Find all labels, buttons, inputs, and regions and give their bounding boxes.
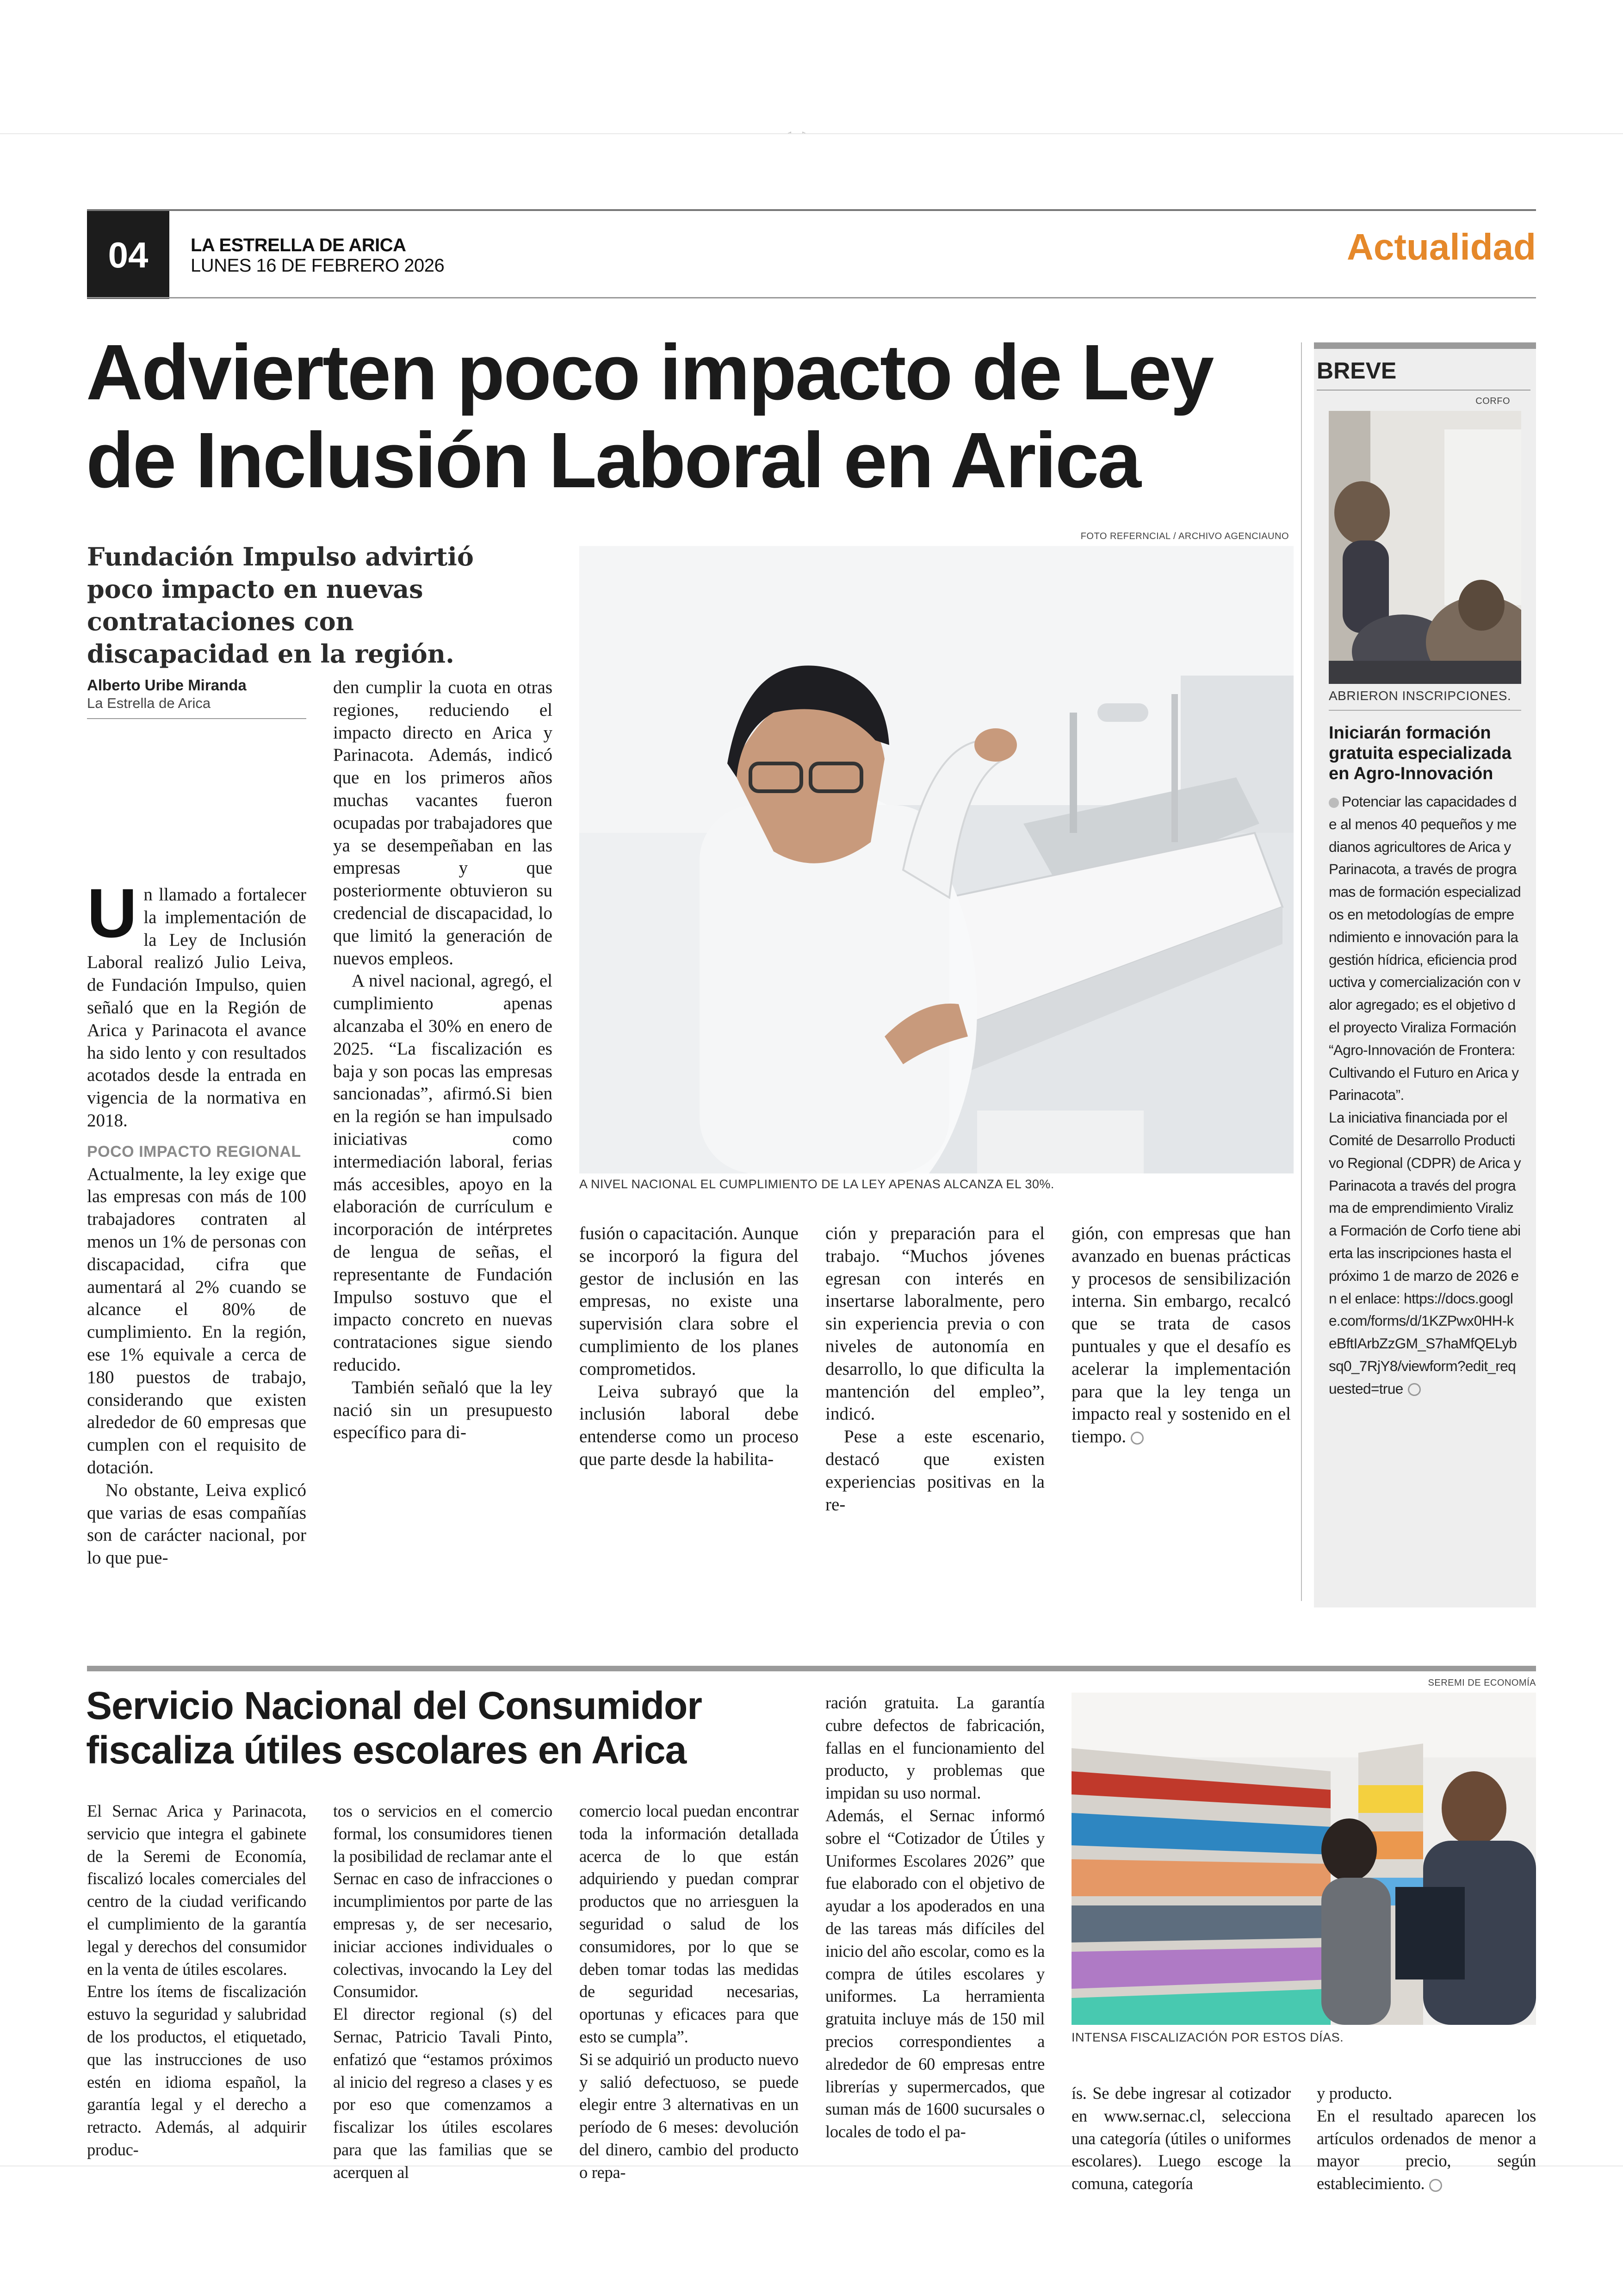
second-col-1	[87, 1800, 306, 2161]
main-col-2-p2: A nivel nacional, agregó, el cumplimiento apenas alcanzaba el 30% en enero de 2025. “La fiscalización es baja y son pocas las empresas sancionadas”, afirmó.Si bien en la región se han impulsado iniciativas como intermediación laboral, ferias más accesibles, apoyo en la elaboración de currículum e incorporación de intérpretes de lengua de señas, el representante de Fundación Impulso sostuvo que el impacto concreto en nuevas contrataciones sigue siendo reducido.	[333, 971, 552, 1375]
author-outlet: La Estrella de Arica	[87, 695, 211, 711]
main-col-2-p1: den cumplir la cuota en otras regiones, reduciendo el impacto directo en Arica y Parinacota. Además, indicó que en los primeros años muchas vacantes fueron ocupadas por trabajadores que ya se desempeñaban en las empresas y que posteriormente obtuvieron su credencial de discapacidad, lo que limitó la generación de nuevos empleos.	[333, 677, 552, 968]
sidebar-photo-credit: CORFO	[1475, 396, 1510, 406]
drop-cap: U	[87, 874, 137, 952]
newspaper-page	[0, 133, 1623, 2193]
sidebar-p1	[1329, 790, 1521, 1106]
second-col-3-p1: comercio local puedan encontrar toda la información detallada acerca de lo que están adquiriendo y puedan comprar productos que no arriesguen la seguridad o salud de los consumidores, por lo que se deben tomar todas las medidas de seguridad necesarias, oportunas y eficaces para que esto se cumpla”.	[579, 1801, 799, 2046]
second-col-2-p1: tos o servicios en el comercio formal, los consumidores tienen la posibilidad de reclamar ante el Sernac en caso de infracciones o incumplimientos por parte de las empresas y, de ser necesario, iniciar acciones individuales o colectivas, invocando la Ley del Consumidor.	[333, 1801, 552, 2001]
bullet-icon	[1329, 798, 1339, 808]
main-photo-caption: A NIVEL NACIONAL EL CUMPLIMIENTO DE LA LEY APENAS ALCANZA EL 30%.	[579, 1177, 1054, 1191]
second-col-3	[579, 1800, 799, 2184]
sidebar-photo	[1329, 411, 1521, 684]
author-name: Alberto Uribe Miranda	[87, 676, 247, 694]
header-bottom-rule	[87, 297, 1536, 298]
main-subhead: POCO IMPACTO REGIONAL	[87, 1142, 301, 1160]
second-col-6	[1317, 2082, 1536, 2195]
header-top-rule	[87, 209, 1536, 211]
main-col-3-p2: Leiva subrayó que la inclusión laboral debe entenderse como un proceso que parte desde la habilita-	[579, 1381, 799, 1469]
second-photo-image	[1072, 1693, 1536, 2025]
sidebar-headline: Iniciarán formación gratuita especializada en Agro-Innovación	[1329, 723, 1511, 783]
second-photo	[1072, 1693, 1536, 2025]
section-divider	[87, 1666, 1536, 1671]
main-col-5-p1	[1072, 1222, 1291, 1448]
second-col-1-p1: El Sernac Arica y Parinacota, servicio que integra el gabinete de la Seremi de Economía, fiscalizó locales comerciales del centro de la ciudad verificando el cumplimiento de la garantía legal y derechos del consumidor en la venta de útiles escolares.	[87, 1801, 306, 1979]
second-headline: Servicio Nacional del Consumidor fiscaliza útiles escolares en Arica	[86, 1684, 702, 1772]
second-col-5	[1072, 2082, 1291, 2195]
sidebar-label-rule	[1317, 390, 1530, 391]
sidebar-divider	[1301, 342, 1302, 1601]
second-col-5-p1: ís. Se debe ingresar al cotizador en www.sernac.cl, selecciona una categoría (útiles o uniformes escolares). Luego escoge la comuna, categoría	[1072, 2084, 1291, 2193]
page-number: 04	[87, 211, 169, 299]
second-photo-credit: SEREMI DE ECONOMÍA	[1428, 1678, 1536, 1688]
main-col-5-text: gión, con empresas que han avanzado en buenas prácticas y procesos de sensibilización interna. Sin embargo, recalcó que se trata de casos puntuales y que el desafío es acelerar la implementación para que la ley tenga un impacto real y sostenido en el tiempo.	[1072, 1223, 1291, 1447]
main-col-4-p2: Pese a este escenario, destacó que existen experiencias positivas en la re-	[825, 1427, 1045, 1514]
main-photo-image	[579, 546, 1294, 1173]
main-photo-credit: FOTO REFERNCIAL / ARCHIVO AGENCIAUNO	[1080, 531, 1289, 541]
main-col-5	[1072, 1222, 1291, 1448]
main-col-3	[579, 1222, 799, 1471]
sidebar-p1-text: Potenciar las capacidades de al menos 40 pequeños y medianos agricultores de Arica y Parinacota, a través de programas de formación especializados en metodologías de emprendimiento e innovación para la gestión hídrica, eficiencia productiva y comercialización con valor agregado; es el objetivo del proyecto Viraliza Formación “Agro-Innovación de Frontera: Cultivando el Futuro en Arica y Parinacota”.	[1329, 793, 1521, 1104]
sidebar-photo-caption: ABRIERON INSCRIPCIONES.	[1329, 689, 1511, 703]
main-col-1	[87, 874, 306, 1570]
main-col-1-p3: No obstante, Leiva explicó que varias de esas compañías son de carácter nacional, por lo que pue-	[87, 1480, 306, 1568]
main-deck: Fundación Impulso advirtió poco impacto en nuevas contrataciones con discapacidad en la región.	[87, 542, 474, 669]
issue-date: LUNES 16 DE FEBRERO 2026	[191, 255, 445, 276]
second-col-2	[333, 1800, 552, 2184]
main-headline: Advierten poco impacto de Ley de Inclusión Laboral en Arica	[86, 329, 1213, 504]
main-col-2	[333, 676, 552, 1444]
main-photo	[579, 546, 1294, 1173]
main-col-3-p1: fusión o capacitación. Aunque se incorporó la figura del gestor de inclusión en las empresas, no existe una supervisión clara sobre el cumplimiento de los planes comprometidos.	[579, 1223, 799, 1379]
main-col-1-p2: Actualmente, la ley exige que las empresas con más de 100 trabajadores contraten al menos un 1% de personas con discapacidad, cifra que aumentará al 2% cuando se alcance el 80% de cumplimiento. En la región, ese 1% equivale a cerca de 180 puestos de trabajo, considerando que existen alrededor de 60 empresas que cumplen con el requisito de dotación.	[87, 1164, 306, 1477]
sidebar-end-mark-icon	[1408, 1383, 1421, 1396]
sidebar-caption-rule	[1329, 710, 1521, 711]
second-col-4-p2: Además, el Sernac informó sobre el “Cotizador de Útiles y Uniformes Escolares 2026” que fue elaborado con el objetivo de ayudar a los apoderados en una de las tareas más difíciles del inicio del año escolar, como es la compra de útiles escolares y uniformes. La herramienta gratuita incluye más de 150 mil precios correspondientes a alrededor de 60 empresas entre librerías y supermercados, que suman más de 1600 sucursales o locales de todo el pa-	[825, 1806, 1045, 2141]
second-col-6-p1: y producto.	[1317, 2084, 1392, 2103]
second-col-3-p2: Si se adquirió un producto nuevo y salió defectuoso, se puede elegir entre 3 alternativas en un período de 6 meses: devolución del dinero, cambio del producto o repa-	[579, 2049, 799, 2182]
end-mark-icon	[1131, 1432, 1144, 1445]
section-label: Actualidad	[1347, 226, 1536, 267]
sidebar-label: BREVE	[1317, 358, 1397, 384]
sidebar-p2	[1329, 1106, 1521, 1400]
sidebar-photo-image	[1329, 411, 1521, 684]
sidebar-body	[1329, 790, 1521, 1400]
second-col-1-p2: Entre los ítems de fiscalización estuvo la seguridad y salubridad de los productos, el etiquetado, que las instrucciones de uso estén en idioma español, la garantía legal y el derecho a retracto. Además, al adquirir produc-	[87, 1982, 306, 2159]
second-col-6-p2	[1317, 2105, 1536, 2195]
second-photo-caption: INTENSA FISCALIZACIÓN POR ESTOS DÍAS.	[1072, 2030, 1344, 2044]
main-col-1-p1: n llamado a fortalecer la implementación de la Ley de Inclusión Laboral realizó Julio Leiva, de Fundación Impulso, quien señaló que en la Región de Arica y Parinacota el avance ha sido lento y con resultados acotados desde la entrada en vigencia de la normativa en 2018.	[87, 885, 306, 1130]
main-col-4-p1: ción y preparación para el trabajo. “Muchos jóvenes egresan con interés en insertarse laboralmente, pero sin experiencia previa o con niveles de autonomía en desarrollo, lo que dificulta la mantención del empleo”, indicó.	[825, 1223, 1045, 1424]
second-col-2-p2: El director regional (s) del Sernac, Patricio Tavali Pinto, enfatizó que “estamos próximos al inicio del regreso a clases y es por eso que comenzamos a fiscalizar los útiles escolares para que las familias que se acerquen al	[333, 2004, 552, 2182]
main-col-4	[825, 1222, 1045, 1516]
sidebar-p2-text: La iniciativa financiada por el Comité de Desarrollo Productivo Regional (CDPR) de Arica y Parinacota a través del programa de emprendimiento Viraliza Formación de Corfo tiene abierta las inscripciones hasta el próximo 1 de marzo de 2026 en el enlace: https://docs.google.com/forms/d/1KZPwx0HH-keBftIArbZzGM_S7haMfQELybsq0_7RjY8/viewform?edit_requested=true	[1329, 1109, 1521, 1397]
second-col-4-p1: ración gratuita. La garantía cubre defectos de fabricación, fallas en el funcionamiento del producto, y problemas que impidan su uso normal.	[825, 1693, 1045, 1803]
main-col-1-intro	[87, 874, 306, 1132]
main-col-2-p3: También señaló que la ley nació sin un presupuesto específico para di-	[333, 1377, 552, 1443]
second-end-mark-icon	[1429, 2179, 1442, 2192]
second-col-6-text: En el resultado aparecen los artículos ordenados de menor a mayor precio, según establecimiento.	[1317, 2106, 1536, 2193]
newspaper-name: LA ESTRELLA DE ARICA	[191, 235, 406, 255]
byline-rule	[87, 718, 306, 719]
second-col-4	[825, 1692, 1045, 2143]
